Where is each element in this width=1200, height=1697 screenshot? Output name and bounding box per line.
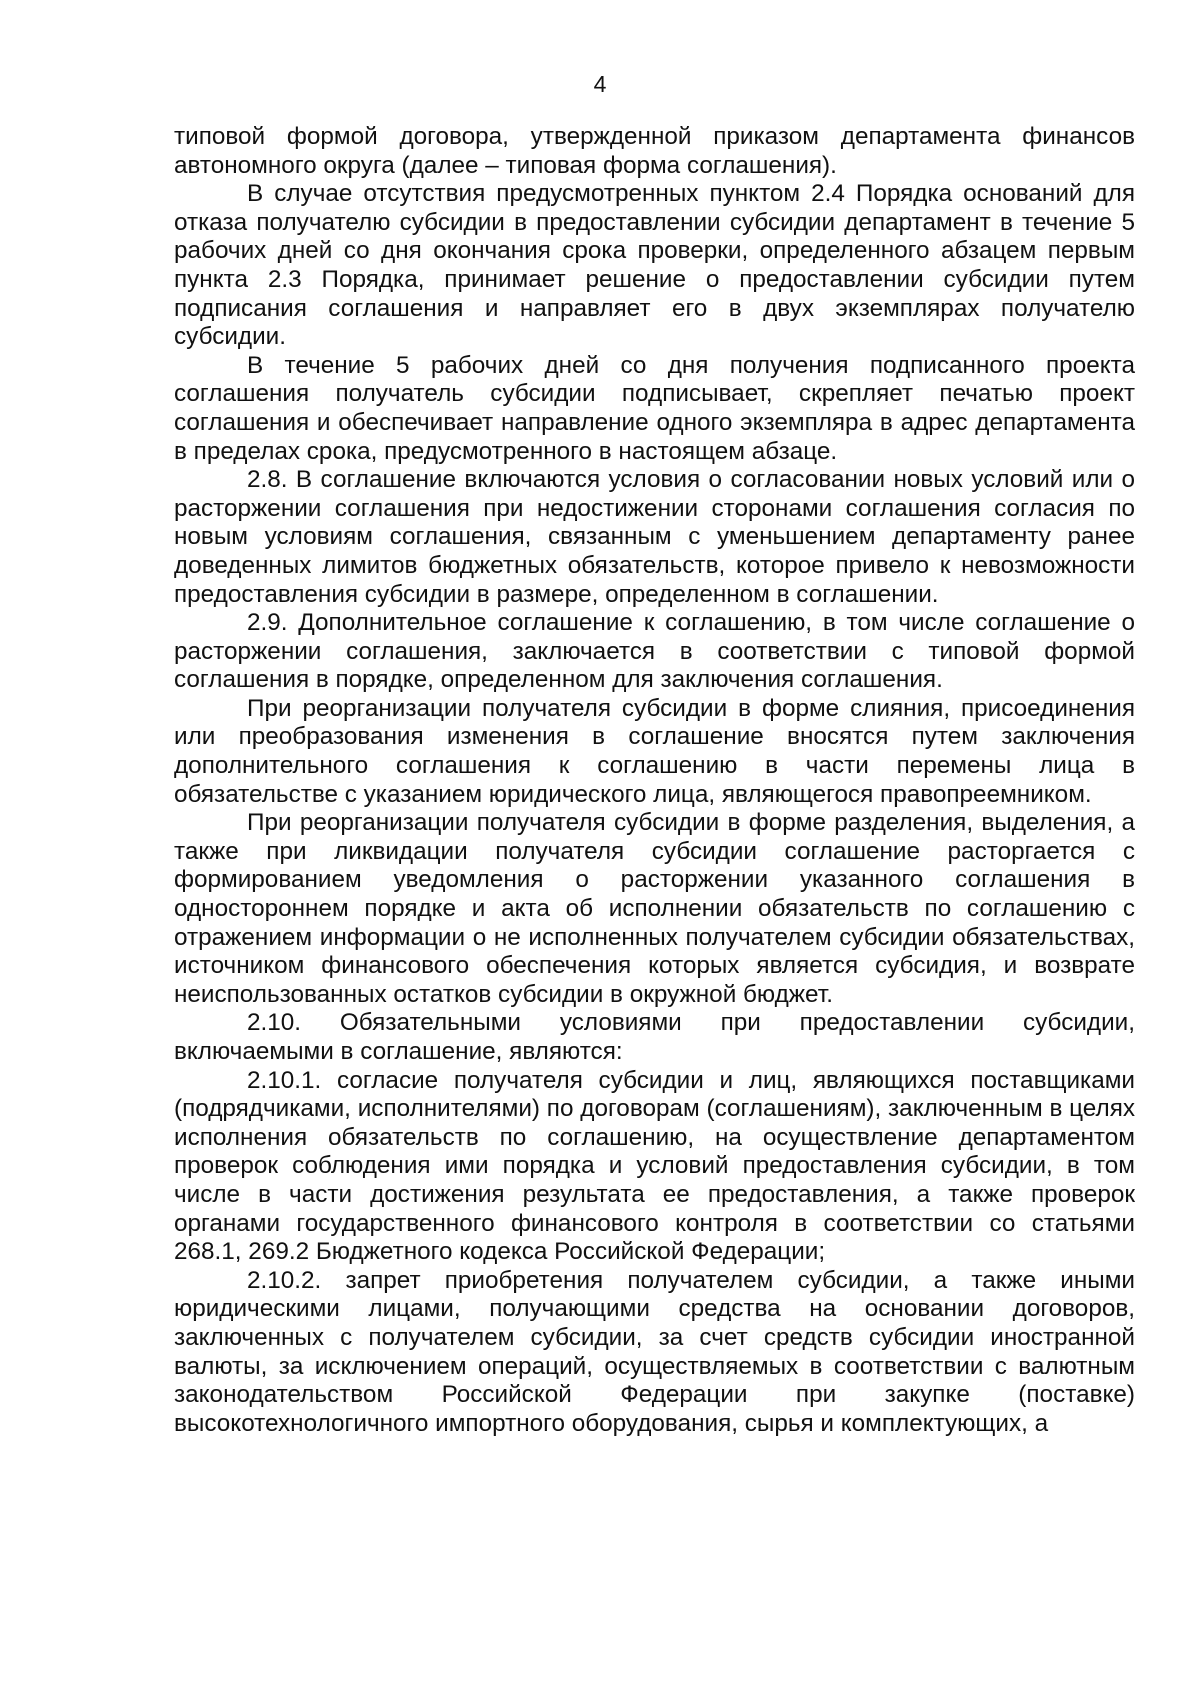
paragraph: При реорганизации получателя субсидии в форме разделения, выделения, а также при ликвидации получателя субсидии соглашение расторгается с формированием уведомления о расторжении указанного соглашения в одностороннем порядке и акта об исполнении обязательств по соглашению с отражением информации о не исполненных получателем субсидии обязательствах, источником финансового обеспечения которых является субсидия, и возврате неиспользованных остатков субсидии в окружной бюджет. [174,809,1135,1008]
paragraph: типовой формой договора, утвержденной приказом департамента финансов автономного округа (далее – типовая форма соглашения). [174,123,1135,179]
paragraph-2-9: 2.9. Дополнительное соглашение к соглашению, в том числе соглашение о расторжении соглашения, заключается в соответствии с типовой формой соглашения в порядке, определенном для заключения соглашения. [174,609,1135,694]
paragraph-2-10-1: 2.10.1. согласие получателя субсидии и лиц, являющихся поставщиками (подрядчиками, исполнителями) по договорам (соглашениям), заключенным в целях исполнения обязательств по соглашению, на осуществление департаментом проверок соблюдения ими порядка и условий предоставления субсидии, в том числе в части достижения результата ее предоставления, а также проверок органами государственного финансового контроля в соответствии со статьями 268.1, 269.2 Бюджетного кодекса Российской Федерации; [174,1066,1135,1266]
document-body [174,123,1135,1438]
paragraph-2-10: 2.10. Обязательными условиями при предоставлении субсидии, включаемыми в соглашение, являются: [174,1009,1135,1065]
page-number: 4 [593,71,607,97]
paragraph-2-10-2: 2.10.2. запрет приобретения получателем субсидии, а также иными юридическими лицами, получающими средства на основании договоров, заключенных с получателем субсидии, за счет средств субсидии иностранной валюты, за исключением операций, осуществляемых в соответствии с валютным законодательством Российской Федерации при закупке (поставке) высокотехнологичного импортного оборудования, сырья и комплектующих, а [174,1266,1135,1437]
paragraph-2-8: 2.8. В соглашение включаются условия о согласовании новых условий или о расторжении соглашения при недостижении сторонами соглашения согласия по новым условиям соглашения, связанным с уменьшением департаменту ранее доведенных лимитов бюджетных обязательств, которое привело к невозможности предоставления субсидии в размере, определенном в соглашении. [174,466,1135,608]
paragraph: В случае отсутствия предусмотренных пунктом 2.4 Порядка оснований для отказа получателю субсидии в предоставлении субсидии департамент в течение 5 рабочих дней со дня окончания срока проверки, определенного абзацем первым пункта 2.3 Порядка, принимает решение о предоставлении субсидии путем подписания соглашения и направляет его в двух экземплярах получателю субсидии. [174,180,1135,351]
paragraph: В течение 5 рабочих дней со дня получения подписанного проекта соглашения получатель субсидии подписывает, скрепляет печатью проект соглашения и обеспечивает направление одного экземпляра в адрес департамента в пределах срока, предусмотренного в настоящем абзаце. [174,351,1135,465]
paragraph: При реорганизации получателя субсидии в форме слияния, присоединения или преобразования изменения в соглашение вносятся путем заключения дополнительного соглашения к соглашению в части перемены лица в обязательстве с указанием юридического лица, являющегося правопреемником. [174,694,1135,808]
